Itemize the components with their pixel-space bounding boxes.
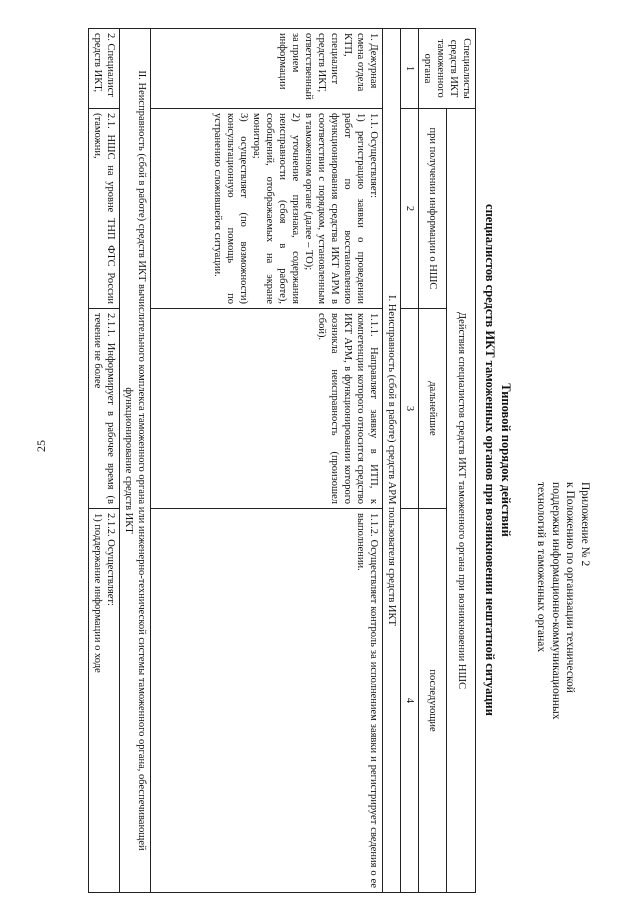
column-number: 2 [401, 109, 419, 309]
text-line: 3) осуществляет (по возможности) консультационную помощь по устранению сложившейся ситуации. [212, 113, 249, 304]
section-2-subsequent [89, 509, 120, 893]
title-line-1: Типовой порядок действий [499, 383, 513, 537]
text-line: 2.1.2. Осуществляет: [105, 513, 116, 606]
section-1-on-receipt [151, 109, 383, 309]
header-specialists: Специалисты средств ИКТ таможенного органа [419, 29, 476, 109]
section-2-title: II. Неисправность (сбой в работе) средств ИКТ вычислительного комплекса таможенного органа или инженерно-технической системы таможенного органа, обеспечивающей функционирование средств ИКТ [120, 29, 151, 893]
header-further: дальнейшие [419, 309, 448, 509]
section-2-on-receipt: 2.1. НШС на уровне ТНП ФТС России (таможни, [89, 109, 120, 309]
actions-table [88, 28, 476, 893]
title-line-2: специалистов средств ИКТ таможенных органов при возникновении нештатной ситуации [483, 204, 497, 716]
section-1-title: I. Неисправность (сбой в работе) средств АРМ пользователя средств ИКТ [383, 29, 401, 893]
appendix-header [534, 482, 592, 882]
text-line: 1.1. Осуществляет: [368, 113, 379, 199]
document-title [482, 32, 514, 888]
header-actions-group: Действия специалистов средств ИКТ таможенного органа при возникновении НШС [447, 109, 476, 893]
rotated-page-content [92, 22, 596, 898]
column-number: 3 [401, 309, 419, 509]
page-number: 25 [34, 440, 48, 452]
appendix-line: поддержки информационно-коммуникационных [550, 482, 562, 720]
text-line: 2) уточнение признака, содержания неисправности (сбоя в работе), сообщений, отображаемых на экране монитора; [251, 113, 301, 304]
appendix-line: к Положению по организации технической [564, 482, 577, 693]
header-on-receipt: при получении информации о НШС [419, 109, 448, 309]
section-1-further: 1.1.1. Направляет заявку в ИТП, к компетенции которого относится средство ИКТ АРМ, в функционировании которого возникла неисправность (произошел сбой). [151, 309, 383, 509]
section-2-further: 2.1.1. Информирует в рабочее время (в течение не более [89, 309, 120, 509]
column-number: 1 [401, 29, 419, 109]
column-number: 4 [401, 509, 419, 893]
section-1-subsequent: 1.1.2. Осуществляет контроль за исполнением заявки и регистрирует сведения о ее выполнении. [151, 509, 383, 893]
section-2-specialist: 2. Специалист средств ИКТ, [89, 29, 120, 109]
appendix-line: Приложение № 2 [579, 482, 591, 567]
header-subsequent: последующие [419, 509, 448, 893]
text-line: 1) поддержание информации о ходе [92, 513, 103, 673]
section-1-specialist: 1. Дежурная смена отдела КТП, специалист средств ИКТ, ответственный за прием информации [151, 29, 383, 109]
text-line: 1) регистрацию заявки о проведении работ по восстановлению функционирования средства ИКТ АРМ в соответствии с порядком, установленным в таможенном органе (далее – ТО); [303, 113, 366, 304]
appendix-line: технологий в таможенных органах [535, 482, 548, 653]
